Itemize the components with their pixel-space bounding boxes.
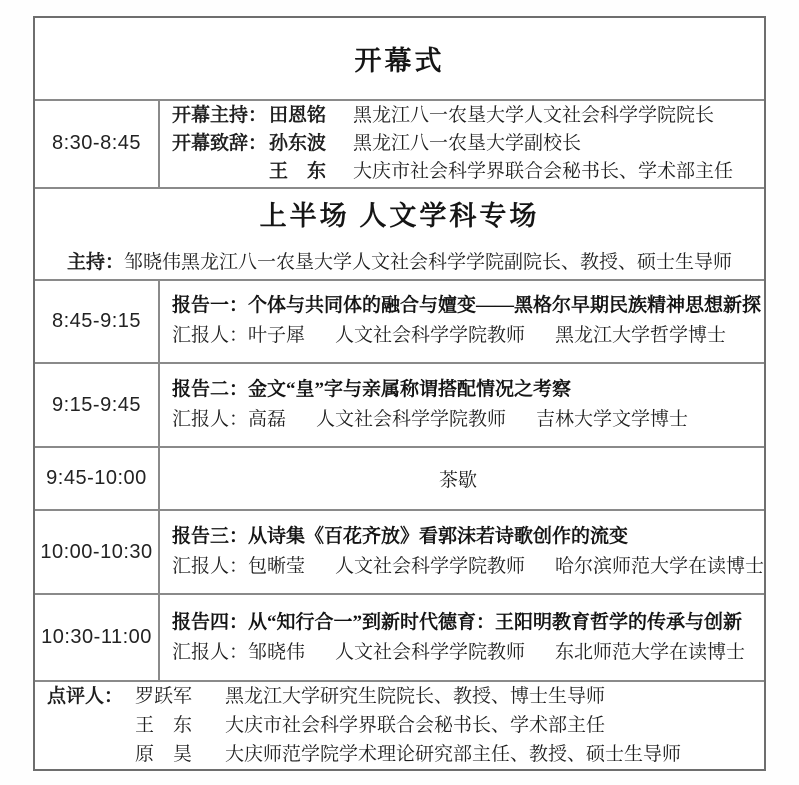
report-1-content: [160, 281, 769, 363]
reviewer-line-3: [47, 740, 764, 769]
report-3-presenter-label: 汇报人：: [172, 556, 249, 578]
report-1-presenter-degree: 黑龙江大学哲学博士: [555, 325, 727, 347]
report-2-time: 9:15-9:45: [35, 364, 160, 446]
session-title: 上半场 人文学科专场: [259, 200, 540, 231]
opening-speech-title: 黑龙江八一农垦大学副校长: [353, 132, 582, 154]
reviewer-line-2: [47, 711, 764, 740]
reviewer-2-title: 大庆市社会科学界联合会秘书长、学术部主任: [225, 714, 606, 736]
reviewer-1-name: 罗跃军: [135, 685, 193, 707]
report-1-row: [35, 281, 764, 365]
report-1-presenter-label: 汇报人：: [172, 325, 249, 347]
opening-content: [160, 101, 764, 188]
report-3-presenter-line: [172, 552, 764, 582]
report-2-presenter-line: [172, 405, 756, 435]
report-1-time: 8:45-9:15: [35, 281, 160, 363]
session-host-line: [67, 247, 732, 274]
opening-speech-title-2: 大庆市社会科学界联合会秘书长、学术部主任: [353, 160, 734, 182]
report-4-title: 报告四：从“知行合一”到新时代德育：王阳明教育哲学的传承与创新: [172, 611, 743, 633]
reviewer-line-1: [47, 682, 764, 711]
session-host-label: 主持：: [66, 251, 124, 273]
opening-time: 8:30-8:45: [35, 101, 160, 188]
tea-break-content: [160, 448, 764, 509]
opening-speech-name-2: 王 东: [269, 160, 327, 182]
report-1-title: 报告一：个体与共同体的融合与嬗变——黑格尔早期民族精神思想新探: [172, 295, 762, 317]
reviewer-1-title: 黑龙江大学研究生院院长、教授、博士生导师: [225, 685, 606, 707]
report-4-content: [160, 595, 764, 680]
report-4-row: [35, 595, 764, 682]
report-2-content: [160, 364, 764, 446]
reviewer-3-name: 原 昊: [135, 743, 193, 765]
report-4-presenter-role: 人文社会科学学院教师: [335, 641, 526, 663]
report-2-row: [35, 364, 764, 448]
conference-program-table: [33, 16, 766, 771]
report-1-presenter-role: 人文社会科学学院教师: [335, 325, 526, 347]
report-2-presenter-label: 汇报人：: [172, 409, 249, 431]
tea-break-label: 茶歇: [438, 469, 477, 491]
report-3-presenter-role: 人文社会科学学院教师: [335, 556, 526, 578]
report-3-time: 10:00-10:30: [35, 511, 160, 594]
report-3-presenter-degree: 哈尔滨师范大学在读博士: [555, 556, 765, 578]
reviewer-2-name: 王 东: [135, 714, 193, 736]
report-3-presenter-name: 包晰莹: [248, 556, 306, 578]
report-4-time: 10:30-11:00: [35, 595, 160, 680]
report-4-presenter-label: 汇报人：: [172, 641, 249, 663]
report-3-row: [35, 511, 764, 596]
report-4-presenter-degree: 东北师范大学在读博士: [555, 641, 746, 663]
opening-speech-name: 孙东波: [269, 132, 327, 154]
opening-speech-line-2: [172, 158, 756, 186]
session-host-text: 邹晓伟黑龙江八一农垦大学人文社会科学学院副院长、教授、硕士生导师: [124, 251, 733, 273]
opening-ceremony-row: [35, 101, 764, 190]
opening-host-title: 黑龙江八一农垦大学人文社会科学学院院长: [353, 104, 715, 126]
reviewers-row: [35, 682, 764, 769]
report-2-presenter-role: 人文社会科学学院教师: [316, 409, 507, 431]
opening-ceremony-title: 开幕式: [354, 45, 445, 76]
report-1-presenter-line: [172, 321, 761, 351]
report-2-presenter-degree: 吉林大学文学博士: [536, 409, 689, 431]
report-3-title: 报告三：从诗集《百花齐放》看郭沫若诗歌创作的流变: [172, 526, 629, 548]
opening-speech-label: 开幕致辞：: [172, 132, 268, 154]
reviewers-label: 点评人：: [47, 685, 124, 707]
reviewer-3-title: 大庆师范学院学术理论研究部主任、教授、硕士生导师: [225, 743, 682, 765]
opening-host-name: 田恩铭: [269, 104, 327, 126]
report-2-title: 报告二：金文“皇”字与亲属称谓搭配情况之考察: [172, 379, 572, 401]
opening-speech-line: [172, 130, 756, 158]
report-2-presenter-name: 高磊: [248, 409, 287, 431]
report-1-presenter-name: 叶子犀: [248, 325, 306, 347]
report-4-presenter-line: [172, 638, 756, 668]
report-4-presenter-name: 邹晓伟: [248, 641, 306, 663]
session-header-row: [35, 189, 764, 280]
opening-host-label: 开幕主持：: [172, 104, 268, 126]
tea-break-row: [35, 448, 764, 511]
opening-host-line: [172, 102, 756, 130]
opening-ceremony-header-row: [35, 18, 764, 101]
tea-break-time: 9:45-10:00: [35, 448, 160, 509]
report-3-content: [160, 511, 772, 594]
